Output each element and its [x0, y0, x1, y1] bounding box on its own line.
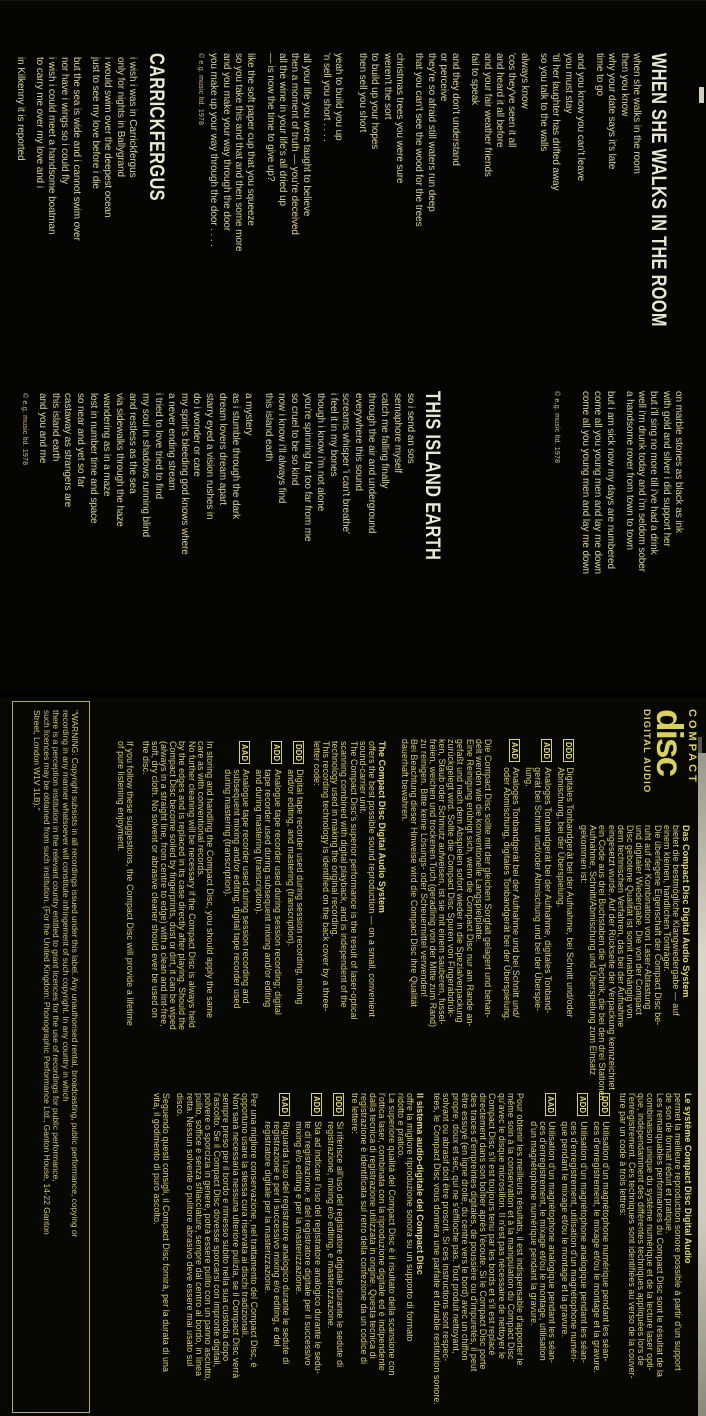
text-line: No further cleaning will be necessary if the Compact Disc is always held — [186, 741, 197, 1028]
text-line: fail to speak — [469, 53, 481, 106]
text-line: Per una migliore conservazione, nel trattamento del Compact Disc, è — [249, 1093, 259, 1368]
text-line: but i'll sing no more till i've had a drink — [648, 391, 660, 555]
text-line: tre lettere: — [349, 1093, 360, 1134]
lyrics-panel — [0, 0, 706, 691]
spars-entry-aad — [222, 741, 250, 1015]
text-line: nor have i wings so i could fly — [58, 57, 70, 184]
lyrics-when-she-walks-part1 — [356, 53, 642, 226]
text-line: Compact Disc become soiled by fingerprints, dust or dirt, it can be wiped — [168, 741, 179, 1030]
text-line: ken, Staub oder Schmutz aufweisen, ist sie mit einem sauberen, fussel- — [436, 739, 447, 1025]
aad-badge: AAD — [279, 1093, 290, 1116]
text-line: they're so afraid still waters run deep — [425, 53, 437, 212]
text-line: via sidewalks through the haze — [114, 393, 126, 527]
text-line: delt werden wie die konventionelle Langspielplatte. — [473, 739, 484, 943]
text-line: l'enregistrement. Ces techniques sont identifiées au verso de la couver- — [626, 1093, 637, 1379]
text-line: care as with conventional records. — [195, 741, 206, 878]
text-line: of pure listening enjoyment. — [115, 741, 126, 852]
text-line: now i know i'll always find — [275, 393, 287, 504]
aad-definition — [262, 1121, 290, 1364]
spars-entry-aad — [528, 1093, 556, 1373]
text-line: freien, weichen und trockenen Tuch (geradlinig von der Mitte zum Rand) — [427, 739, 438, 1028]
text-line: disco. — [175, 1093, 186, 1117]
spars-entry-aad — [262, 1093, 290, 1374]
text-line: offers the best possible sound reproduction — on a small, convenient — [367, 741, 377, 1018]
text-line: retta. Nessun solvente o pulitore abrasivo deve essere mai usato sul — [184, 1093, 195, 1367]
ddd-definition — [592, 1121, 610, 1373]
copyright-warning-text — [22, 702, 89, 1412]
text-line: all the wine in your life's all dried up — [276, 53, 288, 206]
text-line: you're spinning far too far from me — [301, 393, 313, 542]
text-line: registrazione è identificata sul retro della confezione da un codice di — [358, 1093, 369, 1365]
german-spars-codes — [498, 739, 574, 1021]
compact-disc-logo — [641, 709, 698, 793]
text-line: well i'm drunk today and i'm seldom sober — [636, 391, 648, 572]
text-line: ruht auf der Kombination von Laser-Abtastung — [643, 825, 654, 1010]
text-line: ridotto e pratico. — [395, 1093, 406, 1158]
text-line: d'un magnétophone numérique pendant la gravure. — [528, 1121, 539, 1326]
text-line: so you take this and that and then some more — [232, 53, 244, 252]
text-line: zu reinigen. Bitte keine Lösungs- oder Scheuermittel verwenden! — [418, 739, 429, 998]
text-line: and you make your way through the door — [220, 53, 232, 231]
copyright-line: © e.g. music ltd. 1978 — [21, 393, 28, 466]
text-line: a handsome rover from town to town — [623, 391, 635, 550]
text-line: and your fair weather friends — [481, 53, 493, 177]
text-line: Street, London W1V 1LB)." — [32, 710, 43, 811]
text-line: come all you young men and lay me down — [592, 391, 604, 574]
add-definition — [524, 767, 552, 1013]
compact-disc-info-panel — [0, 697, 706, 1416]
english-intro-text — [312, 741, 376, 1020]
english-care-text — [140, 741, 214, 1030]
text-line: solvant ou abrasif doit être proscrit. Si ces instructions sont respec- — [441, 1093, 452, 1362]
text-line: Die überlegene Eigenschaft der Compact Disc be- — [652, 825, 663, 1026]
text-line: eingesetzt wurde. Auf der Rückseite der Verpackung kennzeichnet — [606, 825, 617, 1090]
text-line: gerät bei Schnitt und/oder Abmischung und bei der Überspie- — [533, 767, 544, 1012]
text-line: vita, il godimento di puro ascolto. — [151, 1093, 162, 1225]
lyrics-carrickfergus-col1 — [13, 57, 138, 241]
text-line: that you can't see the wood for the trees — [413, 53, 425, 227]
text-line: offre la migliore riproduzione sonora su un supporto di formato — [405, 1093, 415, 1342]
song-title-this-island-earth: THIS ISLAND EARTH — [421, 391, 444, 561]
copyright-line: © e.g. music ltd. 1978 — [197, 53, 204, 126]
text-line: lung. — [524, 767, 535, 787]
text-line: to build up your hopes — [369, 53, 381, 150]
aad-badge: AAD — [545, 1093, 556, 1116]
aad-definition — [502, 767, 520, 1020]
add-badge: ADD — [311, 1093, 322, 1116]
spars-entry-ddd — [286, 741, 304, 1015]
text-line: ces d'enregistrement, le mixage et/ou le montage, utilisation — [537, 1121, 548, 1361]
logo-disc-text: disc — [649, 709, 690, 776]
text-line: and you know you can't leave — [574, 53, 586, 182]
text-line: time to go — [594, 53, 606, 96]
italian-care-text — [175, 1093, 258, 1381]
text-line: like the soft paper cup that you squeeze — [245, 53, 257, 226]
add-definition — [294, 1121, 322, 1374]
text-line: être essuyé (en ligne droite, du centre vers le bord) avec un chiffon — [459, 1093, 470, 1361]
text-line: though i know i'm not alone — [314, 393, 326, 512]
text-line: Utilisation d'un magnétophone analogique pendant les séan- — [578, 1121, 589, 1363]
text-line: christmas trees you were sure — [393, 53, 405, 184]
song-title-when-she-walks: WHEN SHE WALKS IN THE ROOM — [647, 53, 670, 327]
text-line: zurückgelegt wird. Sollte die Compact Disc Spuren von Fingerabdrük- — [446, 739, 457, 1018]
ddd-definition — [326, 1121, 344, 1367]
text-line: then you know — [618, 53, 630, 117]
text-line: dem technischen Verfahren, das bei der Aufnahme — [615, 825, 626, 1028]
text-line: de son de format réduit et pratique. — [663, 1093, 674, 1234]
text-line: des traces d'empreintes digitales, de poussière ou d'impuretés, il peut — [468, 1093, 479, 1372]
song-title-carrickfergus: CARRICKFERGUS — [145, 53, 168, 201]
text-line: to carry me over my love and i — [33, 57, 45, 188]
text-line: The Compact Disc's superior performance is the result of laser-optical — [348, 741, 359, 1020]
text-line: when she walks in the room — [631, 53, 642, 174]
scan-edge-shadow — [698, 737, 702, 753]
text-line — [530, 53, 537, 226]
text-line — [461, 53, 468, 226]
text-line: Analogue tape recorder used during session recording; digital — [272, 769, 283, 1015]
text-line: the disc. — [140, 741, 151, 775]
text-line: Abmischung, bei der Überspielung. — [555, 767, 566, 908]
text-line: and they don't understand — [450, 53, 462, 166]
spars-entry-add — [294, 1093, 322, 1374]
spars-entry-add — [524, 739, 552, 1021]
text-line: this island earth — [49, 393, 61, 462]
text-line: Utilisation d'un magnétophone numérique pendant les séan- — [601, 1121, 611, 1362]
text-line: or perceive — [437, 53, 449, 102]
text-line: This recording technology is identified on the back cover by a three- — [320, 741, 331, 1012]
text-line: registratore digitale per la masterizzazione. — [262, 1121, 273, 1294]
text-line: through the air and underground — [366, 393, 378, 534]
text-line: ces d'enregistrement, le mixage et/ou le montage et la gravure. — [591, 1121, 602, 1374]
italian-intro-text — [350, 1093, 414, 1376]
text-line: technology used in making the original recording. — [330, 741, 341, 938]
text-line: Sta ad indicare l'uso del registratore analogico durante le sedu- — [312, 1121, 323, 1374]
aad-definition — [528, 1121, 556, 1363]
text-line: and you and me — [36, 393, 48, 464]
text-line: subsequent mixing and/or editing; digital tape recorder used — [231, 769, 242, 1009]
text-line: ces d'enregistrement, utilisation d'un magnétophone numéri- — [569, 1121, 580, 1363]
text-line: my soul in shadows running blind — [139, 393, 151, 538]
text-line: so near and yet so far — [75, 393, 87, 488]
italian-closing-text — [152, 1093, 170, 1372]
spars-entry-add — [560, 1093, 588, 1373]
text-line: semaphore myself — [392, 393, 404, 474]
text-line: — is now the time to give up? — [264, 53, 276, 182]
text-line: l'ottica laser, combinata con la riproduzione digitale ed è indipendente — [377, 1093, 388, 1371]
text-line: and/or editing, and mastering (transcription). — [285, 769, 296, 947]
text-line — [586, 53, 593, 226]
text-line: Les remarquables performances du Compact Disc sont le résultat de la — [654, 1093, 665, 1378]
french-care-text — [432, 1093, 524, 1405]
lyrics-this-island-earth — [35, 393, 416, 555]
text-line: gefaßt und nach dem Abspielen sofort wieder in die Spezialverpackung — [455, 739, 466, 1023]
ddd-badge: DDD — [563, 739, 574, 762]
text-line: screams whisper 'i can't breathe' — [340, 393, 352, 534]
text-line: Disc gebotene Qualität ist somit unabhängig von — [624, 825, 635, 1019]
text-line: all your life you were taught to believe — [301, 53, 313, 217]
text-line: Compact Disc s'il est toujours tenu par les bords et s'il est replacé — [487, 1093, 498, 1356]
text-line: combinaison unique du système numérique et de la lecture laser opti- — [645, 1093, 656, 1371]
text-line: my spirit's bleeding god knows where — [178, 393, 190, 555]
text-line: Bei Beachtung dieser Hinweise wird die Compact Disc ihre Qualität — [409, 739, 420, 1008]
italian-section-header: Il sistema audio-digitale del Compact Disc — [415, 1093, 425, 1275]
text-line: a never ending stream — [165, 393, 177, 491]
text-line: 'cos they've seen it all — [506, 53, 518, 148]
text-line: Utilisation d'un magnétophone analogique pendant les séan- — [546, 1121, 557, 1363]
text-line: te di registrazione, e del registratore digitale per il successivo — [303, 1121, 314, 1366]
text-line: starry eyed a vision rushes in — [204, 393, 216, 520]
text-line: and heard it all before — [494, 53, 506, 148]
text-line: Die Compact Disc sollte mit der gleichen Sorgfalt gelagert und behan- — [483, 739, 493, 1018]
ddd-badge: DDD — [333, 1093, 344, 1116]
english-spars-codes — [218, 741, 304, 1015]
text-line: Si riferisce all'uso del registratore digitale durante le sedute di — [335, 1121, 345, 1368]
text-line: 'til her laughter has drifted away — [550, 53, 562, 191]
text-line — [26, 57, 33, 241]
text-line — [254, 393, 261, 555]
aad-badge: AAD — [239, 741, 250, 764]
cd-info-rotated-page — [0, 697, 706, 1416]
text-line: letter code: — [311, 741, 322, 786]
text-line: always know — [518, 53, 530, 109]
text-line: propre, doux et sec, qui ne s'effiloche pas. Tout produit nettoyant, — [450, 1093, 461, 1354]
text-line — [256, 53, 263, 252]
text-line: i tried to love tried to find — [152, 393, 164, 500]
ddd-badge: DDD — [599, 1093, 610, 1116]
text-line: during mastering (transcription). — [222, 769, 233, 897]
add-badge: ADD — [271, 741, 282, 764]
text-line: Non sarà necessaria nessuna ulteriore pulizia, se il Compact Disc verrà — [230, 1093, 241, 1379]
text-line: Digital tape recorder used during session recording, mixing — [295, 769, 305, 1005]
text-line: but i am sick now my days are numbered — [604, 391, 616, 569]
text-line: i wish i was in Carrickfergus — [127, 57, 138, 178]
text-line: there is a perception institution in the relevant country entitled to grant licences for the use of recordings for public performance, — [51, 710, 62, 1182]
text-line: dauerhaft bewahren. — [400, 739, 411, 822]
copyright-line: © e.g. music ltd. 1978 — [553, 391, 560, 464]
text-line: a mystery — [243, 393, 255, 436]
german-care-text — [400, 739, 492, 1027]
text-line: Analogue tape recorder used during session recording and — [240, 769, 251, 1004]
text-line: i would swim over the deepest ocean — [102, 57, 114, 218]
text-line: such licences may be obtained from such institution. (For the United Kingdom: Phonographic Performance Ltd., Ganton House, 14-22 Ganton — [41, 710, 52, 1235]
spars-entry-ddd — [592, 1093, 610, 1373]
text-line: (always in a straight line, from centre to edge) with a clean and lint-free, — [158, 741, 169, 1027]
text-line: soft, dry cloth. No solvent or abrasive cleaner should ever be used on — [149, 741, 160, 1018]
text-line: 'n sell you short . . . . — [320, 53, 332, 142]
text-line: registrazione, mixing e/o editing, e masterizzazione. — [325, 1121, 336, 1329]
text-line: ture par un code à trois lettres: — [617, 1093, 628, 1216]
text-line: que, indépendamment des différentes techniques appliquées lors de — [636, 1093, 647, 1366]
text-line: so you talk to the walls — [537, 53, 549, 152]
text-line: Eine Reinigung erübrigt sich, wenn die Compact Disc nur am Rande an- — [464, 739, 475, 1027]
italian-spars-codes — [258, 1093, 344, 1374]
text-line: you make up your way through the door . . . . — [208, 53, 220, 247]
logo-digital-audio-text: DIGITAL AUDIO — [641, 709, 652, 794]
french-spars-codes — [524, 1093, 610, 1373]
english-section-header: The Compact Disc Digital Audio System — [377, 741, 387, 914]
text-line: catch me falling finally — [379, 393, 391, 489]
text-line: Analoges Tonbandgerät bei der Aufnahme, digitales Tonband- — [542, 767, 553, 1014]
text-line: "WARNING: Copyright subsists in all recordings issued under this label. Any unauthorised rental, broadcasting, public performance, copying or — [70, 710, 80, 1238]
text-line: yeah to build you up — [333, 53, 344, 141]
text-line: in Kilkenny it is reported — [14, 57, 26, 161]
lyrics-carrickfergus-col2 — [579, 391, 684, 574]
text-line: polvere o sporcizia in genere, potrà essere pulito con un panno asciutto, — [202, 1093, 213, 1381]
text-line: und digitaler Wiedergabe. Die von der Compact — [634, 825, 645, 1015]
text-line: you must stay — [562, 53, 574, 114]
text-line: so i send an sos — [405, 393, 416, 464]
text-line: Aufnahme, Schnitt/Abmischung und Überspielung zum Einsatz — [588, 825, 599, 1076]
text-line: this island earth — [263, 393, 275, 462]
lyrics-rotated-page — [0, 1, 706, 691]
text-line — [312, 53, 319, 252]
german-intro-text — [579, 825, 680, 1101]
text-line: why your date says it's late — [606, 53, 618, 170]
text-line: gekommen ist: — [578, 825, 589, 884]
text-line — [82, 57, 89, 241]
text-line: bietet die bestmögliche Klangwiedergabe — auf — [671, 825, 681, 1016]
text-line: oder Abmischung, digitales Tonbandgerät bei der Überspielung. — [501, 767, 512, 1021]
text-line: l'ascolto. Se il Compact Disc dovesse sporcarsi con impronte digitali, — [212, 1093, 223, 1368]
german-section-header: Das Compact Disc Digital Audio System — [681, 825, 691, 998]
add-badge: ADD — [541, 739, 552, 762]
text-line: Riguarda l'uso del registratore analogico durante le sedute di — [280, 1121, 291, 1365]
aad-definition — [222, 769, 250, 1008]
aad-badge: AAD — [509, 739, 520, 762]
add-definition — [254, 769, 282, 1015]
text-line: then sell you short — [357, 53, 369, 133]
text-line: by the edges and is replaced in its case directly after playing. Should the — [177, 741, 188, 1031]
logo-compact-text: COMPACT — [686, 709, 698, 785]
lyrics-when-she-walks-part2 — [207, 53, 344, 252]
ddd-badge: DDD — [293, 741, 304, 764]
text-line: La superiore qualità del Compact Disc è il risultato della scansione con — [386, 1093, 397, 1376]
ddd-definition — [286, 769, 304, 1004]
text-line: qu'avec le disque microsillon. Il n'est pas nécessaire de nettoyer le — [496, 1093, 507, 1359]
text-line: wandering as in a maze — [101, 393, 113, 497]
text-line: directement dans son boîtier après l'écoute. Si le Compact Disc porte — [478, 1093, 489, 1370]
scan-speck — [699, 87, 704, 103]
text-line: come all you young men and lay me down — [579, 391, 591, 574]
spars-entry-add — [254, 741, 282, 1015]
text-line: just to see my love before i die — [90, 57, 102, 189]
text-line — [616, 391, 623, 574]
text-line: registrazione e per il successivo mixing e/o editing, e del — [271, 1121, 282, 1347]
text-line: In storing and handling the Compact Disc, you should apply the same — [205, 741, 215, 1019]
spars-entry-aad — [502, 739, 520, 1021]
text-line: but the sea is wide and i cannot swim over — [70, 57, 82, 241]
text-line: Seguendo questi consigli, il Compact Disc fornirà, per la durata di una — [161, 1093, 171, 1372]
text-line: do i wonder or care — [191, 393, 203, 477]
text-line: i feel it in my bones — [327, 393, 339, 477]
text-line: tape recorder used during subsequent mixing and/or editing — [263, 769, 274, 1008]
text-line: dream lovers dream apart — [217, 393, 229, 506]
text-line: Analoges Tonbandgerät bei der Aufnahme und bei Schnitt und/ — [510, 767, 521, 1018]
text-line: as i stumble through the dark — [230, 393, 242, 520]
text-line: sempre preso per il bordo e rimesso subito nella sua custodia dopo — [221, 1093, 232, 1362]
scan-page-edge — [698, 753, 706, 1416]
text-line: and during mastering (transcription). — [254, 769, 265, 915]
text-line: permet la meilleure reproduction sonore possible à partir d'un support — [673, 1093, 683, 1371]
spars-entry-ddd — [556, 739, 574, 1021]
french-section-header: Le système Compact Disc Digital Audio — [683, 1093, 693, 1264]
text-line: only for nights in Ballygrand — [114, 57, 126, 177]
spars-entry-ddd — [326, 1093, 344, 1374]
text-line: Pour obtenir les meilleurs résultats, il est indispensable d'apporter le — [515, 1093, 525, 1366]
text-line: scanning combined with digital playback, and is independent of the — [339, 741, 350, 1008]
text-line: on marble stones as black as ink — [673, 391, 684, 533]
text-line: mixing e/o editing e per la masterizzazione. — [294, 1121, 305, 1295]
text-line: Digitales Tonbandgerät bei der Aufnahme, bei Schnitt und/oder — [565, 767, 575, 1018]
text-line: même soin à la conservation et à la manipulation du Compact Disc — [505, 1093, 516, 1360]
text-line: If you follow these suggestions, the Compact Disc will provide a lifetime — [125, 741, 135, 1027]
text-line: everywhere this sound — [353, 393, 365, 491]
text-line: castaway as strangers are — [62, 393, 74, 508]
text-line: and restless as the sea — [126, 393, 138, 494]
text-line: then a moment of truth — you're deceived — [289, 53, 301, 235]
text-line: with gold and silver i did support her — [660, 391, 672, 547]
text-line: dalla tecnica di registrazione utilizzata in origine. Questa tecnica di — [368, 1093, 379, 1359]
text-line: opportuno usare la stessa cura riservata ai dischi tradizionali. — [239, 1093, 250, 1338]
copyright-warning-box — [12, 701, 90, 1413]
text-line — [405, 53, 412, 226]
text-line: recording in any manner whatsoever will constitute infringement of such copyright. In any country in which — [60, 710, 71, 1102]
ddd-definition — [556, 767, 574, 1017]
add-definition — [560, 1121, 588, 1363]
english-closing-text — [116, 741, 134, 1026]
text-line: i wish i could meet a handsome boatman — [46, 57, 58, 235]
add-badge: ADD — [577, 1093, 588, 1116]
text-line: ein Code aus drei Buchstaben die Technik, die bei den drei Stationen — [597, 825, 608, 1101]
text-line: sound-carrier unit. — [357, 741, 368, 814]
text-line: que pendant le mixage et/ou le montage et la gravure. — [560, 1121, 571, 1338]
text-line: tées, le Compact Disc vous donnera une parfaite et durable restitution sonore. — [432, 1093, 443, 1405]
text-line: einem kleinen, handlichen Tonträger. — [661, 825, 672, 972]
text-line: pulito, soffice e senza sfilacciature, sempre dal centro al bordo, in linea — [193, 1093, 204, 1377]
text-line: lost in number time and space — [88, 393, 100, 524]
text-line: weren't the sort — [381, 53, 393, 120]
french-intro-text — [618, 1093, 682, 1379]
text-line: so cruel to be so kind — [288, 393, 300, 486]
